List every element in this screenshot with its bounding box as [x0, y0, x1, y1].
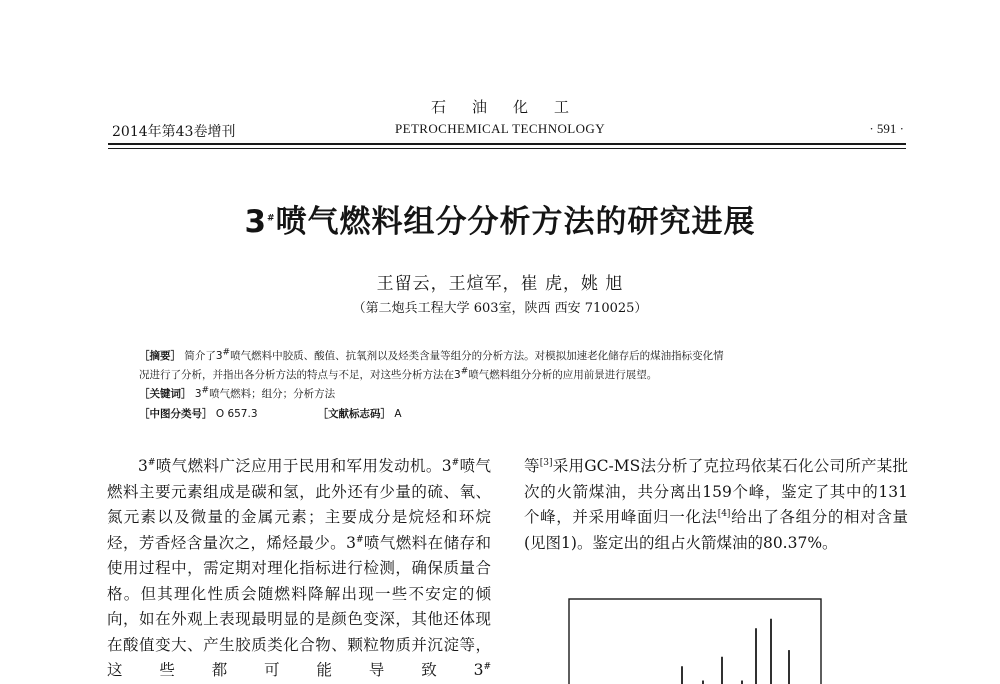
title-sup: # [267, 213, 276, 224]
body-text: 喷气燃料主要元素组成是碳和氢，此外还有少量的硫、氧、氮元素以及微量的金属元素；主要成分是烷烃和环烷烃，芳香烃含量次之，烯烃最少。3 [107, 457, 491, 552]
abstract-label: ［摘要］ [139, 350, 181, 362]
abstract-line-2 [139, 367, 657, 383]
chromatogram-svg [566, 596, 826, 684]
issue-info: 2014年第43卷增刊 [112, 124, 236, 140]
abstract-text: 简介了3 [184, 350, 223, 362]
body-text: 喷气燃料在储存和使用过程中，需定期对理化指标进行检测，确保质量合格。但其理化性质会随燃料降解出现一些不安定的倾向，如在外观上表现最明显的是颜色变深，其他还体现在酸值变大、产生胶质类化合物、颗粒物质并沉淀等，这些都可能导致3 [107, 533, 491, 679]
body-text: 喷气燃料广泛应用于民用和军用发动机。3 [155, 457, 452, 475]
chromatogram-frame [569, 599, 821, 684]
body-sup: # [483, 661, 491, 672]
classification-label: ［中图分类号］ [139, 408, 213, 420]
body-sup: # [147, 457, 156, 468]
right-body-column [524, 454, 908, 556]
document-code-label: ［文献标志码］ [317, 408, 392, 420]
body-text: 采用GC-MS法分析了克拉玛依某石化公司所产某批次的火箭煤油，共分离出159个峰，鉴定了其中的131个峰，并采用峰面归一化法 [524, 457, 908, 526]
left-body-column [107, 454, 491, 684]
chromatogram-figure [566, 596, 826, 684]
citation-ref: [3] [539, 457, 553, 468]
body-paragraph [524, 454, 908, 556]
article-title [0, 196, 1000, 241]
keywords [139, 386, 335, 402]
body-sup: # [355, 534, 364, 545]
classification [139, 406, 402, 422]
body-sup: # [451, 457, 460, 468]
abstract-line-1 [139, 348, 724, 364]
page-number: · 591 · [869, 121, 904, 136]
abstract-text: 喷气燃料中胶质、酸值、抗氧剂以及烃类含量等组分的分析方法。对模拟加速老化储存后的煤油指标变化情 [230, 350, 724, 362]
header-rule [108, 143, 906, 149]
affiliation: （第二炮兵工程大学 603室，陕西 西安 710025） [352, 301, 648, 316]
title-main: 喷气燃料组分分析方法的研究进展 [275, 204, 756, 240]
classification-value: O 657.3 [215, 408, 258, 420]
keywords-text: 3 [194, 388, 202, 400]
abstract-text: 况进行了分析，并指出各分析方法的特点与不足，对这些分析方法在3 [139, 369, 461, 381]
body-text: 等 [524, 457, 540, 475]
journal-title-chinese: 石油化工 [430, 98, 595, 116]
keywords-label: ［关键词］ [139, 388, 192, 400]
citation-ref: [4] [717, 508, 731, 519]
body-text: 3 [138, 457, 148, 475]
body-paragraph [107, 454, 491, 684]
keywords-text: 喷气燃料；组分；分析方法 [209, 388, 336, 400]
journal-title-english: PETROCHEMICAL TECHNOLOGY [394, 121, 605, 136]
body-text: 给出了各组分的相对含量(见图1)。鉴定出的组占火箭煤油的80.37%。 [524, 508, 908, 552]
title-prefix: 3 [244, 204, 268, 240]
abstract-sup: # [222, 347, 231, 358]
document-code-value: A [394, 408, 402, 420]
authors: 王留云，王煊军，崔 虎，姚 旭 [376, 274, 624, 294]
abstract-text: 喷气燃料组分分析的应用前景进行展望。 [468, 369, 658, 381]
keywords-sup: # [201, 385, 210, 396]
abstract-sup: # [460, 366, 469, 377]
